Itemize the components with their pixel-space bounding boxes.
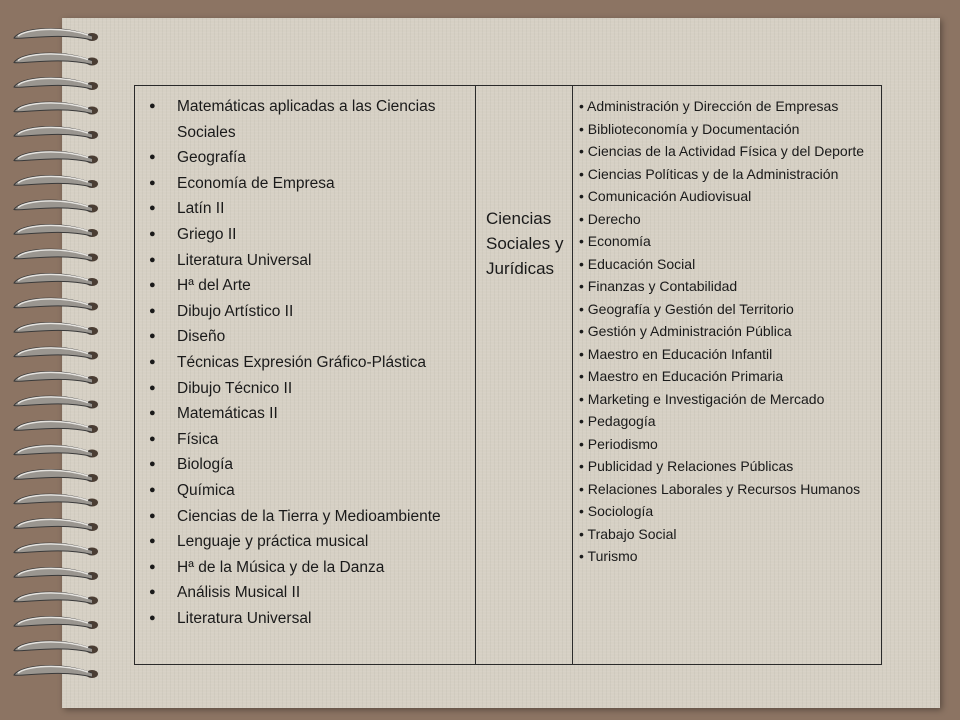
list-item bbox=[145, 555, 469, 581]
subject-label: Griego II bbox=[177, 225, 237, 243]
list-item bbox=[145, 376, 469, 402]
binder-ring-icon bbox=[14, 396, 98, 408]
list-item bbox=[145, 196, 469, 222]
list-item bbox=[145, 452, 469, 478]
degree-item: • Ciencias de la Actividad Física y del Deporte bbox=[579, 143, 865, 159]
list-item bbox=[145, 171, 469, 197]
subject-label: Ciencias de la Tierra y Medioambiente bbox=[177, 507, 441, 525]
list-item bbox=[145, 94, 469, 145]
binder-ring-icon bbox=[14, 323, 98, 335]
bullet-dot-icon: ● bbox=[149, 176, 156, 189]
branch-name: Ciencias Sociales y Jurídicas bbox=[486, 209, 564, 278]
bullet-dot-icon: ● bbox=[149, 381, 156, 394]
binder-ring-icon bbox=[14, 445, 98, 457]
bullet-dot-icon: ● bbox=[149, 535, 156, 548]
binder-rings bbox=[0, 0, 120, 720]
subject-label: Dibujo Técnico II bbox=[177, 379, 293, 397]
subject-label: Literatura Universal bbox=[177, 609, 312, 627]
binder-ring-icon bbox=[14, 421, 98, 433]
degree-item: • Biblioteconomía y Documentación bbox=[579, 120, 800, 137]
binder-ring-icon bbox=[14, 151, 98, 163]
bullet-dot-icon: ● bbox=[149, 355, 156, 368]
bullet-dot-icon: ● bbox=[149, 253, 156, 266]
degree-item: • Finanzas y Contabilidad bbox=[579, 278, 738, 294]
degree-item: • Publicidad y Relaciones Públicas bbox=[579, 458, 794, 474]
degree-item: • Pedagogía bbox=[579, 413, 656, 429]
list-item bbox=[145, 299, 469, 325]
list-item bbox=[145, 273, 469, 299]
bullet-dot-icon: ● bbox=[149, 611, 156, 624]
list-item bbox=[145, 427, 469, 453]
degree-item: • Relaciones Laborales y Recursos Humanos bbox=[579, 480, 861, 497]
degree-item: • Administración y Dirección de Empresas bbox=[579, 98, 839, 114]
bullet-dot-icon: ● bbox=[149, 227, 156, 240]
binder-ring-icon bbox=[14, 53, 98, 65]
bullet-dot-icon: ● bbox=[149, 279, 156, 292]
bullet-dot-icon: ● bbox=[149, 407, 156, 420]
binder-ring-icon bbox=[14, 372, 98, 384]
subject-label: Economía de Empresa bbox=[177, 174, 335, 192]
bullet-dot-icon: ● bbox=[149, 304, 156, 317]
bullet-dot-icon: ● bbox=[149, 586, 156, 599]
degree-item: • Turismo bbox=[579, 548, 638, 564]
degree-item: • Periodismo bbox=[579, 435, 658, 452]
subjects-degrees-table bbox=[134, 85, 882, 665]
list-item bbox=[145, 529, 469, 555]
table-row bbox=[135, 86, 882, 665]
degree-item: • Maestro en Educación Infantil bbox=[579, 345, 773, 362]
binder-ring-icon bbox=[14, 617, 98, 629]
subject-label: Latín II bbox=[177, 200, 225, 218]
list-item bbox=[145, 504, 469, 530]
degrees-cell bbox=[573, 86, 882, 665]
binder-ring-icon bbox=[14, 298, 98, 310]
bullet-dot-icon: ● bbox=[149, 202, 156, 215]
binder-ring-icon bbox=[14, 225, 98, 237]
degree-item: • Ciencias Políticas y de la Administración bbox=[579, 165, 839, 182]
bullet-dot-icon: ● bbox=[149, 151, 156, 164]
bullet-dot-icon: ● bbox=[149, 483, 156, 496]
binder-ring-icon bbox=[14, 641, 98, 653]
binder-ring-icon bbox=[14, 666, 98, 678]
subjects-list bbox=[135, 86, 475, 631]
subject-label: Biología bbox=[177, 456, 234, 474]
degrees-list bbox=[573, 86, 881, 568]
bullet-dot-icon: ● bbox=[149, 560, 156, 573]
branch-cell bbox=[476, 86, 573, 665]
binder-ring-icon bbox=[14, 78, 98, 90]
binder-ring-icon bbox=[14, 176, 98, 188]
subject-label: Literatura Universal bbox=[177, 251, 312, 269]
subject-label: Hª de la Música y de la Danza bbox=[177, 558, 385, 576]
degree-item: • Comunicación Audiovisual bbox=[579, 188, 752, 204]
binder-ring-icon bbox=[14, 127, 98, 139]
degree-item: • Educación Social bbox=[579, 255, 696, 272]
binder-ring-icon bbox=[14, 470, 98, 482]
binder-ring-icon bbox=[14, 29, 98, 41]
subject-label: Química bbox=[177, 481, 235, 499]
degree-item: • Economía bbox=[579, 233, 651, 249]
subject-label: Física bbox=[177, 430, 219, 448]
binder-ring-icon bbox=[14, 249, 98, 261]
binder-ring-icon bbox=[14, 543, 98, 555]
binder-ring-icon bbox=[14, 274, 98, 286]
bullet-dot-icon: ● bbox=[149, 330, 156, 343]
subject-label: Geografía bbox=[177, 149, 246, 167]
list-item bbox=[145, 606, 469, 632]
bullet-dot-icon: ● bbox=[149, 458, 156, 471]
degree-item: • Trabajo Social bbox=[579, 525, 677, 542]
subject-label: Análisis Musical II bbox=[177, 584, 301, 602]
list-item bbox=[145, 145, 469, 171]
degree-item: • Sociología bbox=[579, 503, 654, 519]
degree-item: • Maestro en Educación Primaria bbox=[579, 368, 784, 384]
subject-label: Diseño bbox=[177, 328, 226, 346]
list-item bbox=[145, 222, 469, 248]
degree-item: • Geografía y Gestión del Territorio bbox=[579, 300, 794, 317]
degree-item: • Gestión y Administración Pública bbox=[579, 323, 792, 339]
binder-ring-icon bbox=[14, 347, 98, 359]
binder-ring-icon bbox=[14, 102, 98, 114]
list-item bbox=[145, 350, 469, 376]
subject-label: Técnicas Expresión Gráfico-Plástica bbox=[177, 353, 426, 371]
list-item bbox=[145, 580, 469, 606]
subject-label: Dibujo Artístico II bbox=[177, 302, 294, 320]
binder-ring-icon bbox=[14, 592, 98, 604]
list-item bbox=[145, 478, 469, 504]
degree-item: • Marketing e Investigación de Mercado bbox=[579, 390, 825, 407]
bullet-dot-icon: ● bbox=[149, 432, 156, 445]
subject-label: Matemáticas II bbox=[177, 405, 278, 423]
bullet-dot-icon: ● bbox=[149, 509, 156, 522]
binder-ring-icon bbox=[14, 519, 98, 531]
bullet-dot-icon: ● bbox=[149, 100, 156, 112]
subject-label: Hª del Arte bbox=[177, 277, 251, 295]
list-item bbox=[145, 401, 469, 427]
binder-ring-icon bbox=[14, 494, 98, 506]
subject-label: Matemáticas aplicadas a las Ciencias Sociales bbox=[177, 98, 436, 141]
binder-ring-icon bbox=[14, 200, 98, 212]
subjects-cell bbox=[135, 86, 476, 665]
list-item bbox=[145, 248, 469, 274]
binder-ring-icon bbox=[14, 568, 98, 580]
degree-item: • Derecho bbox=[579, 210, 641, 227]
subject-label: Lenguaje y práctica musical bbox=[177, 533, 369, 551]
list-item bbox=[145, 324, 469, 350]
